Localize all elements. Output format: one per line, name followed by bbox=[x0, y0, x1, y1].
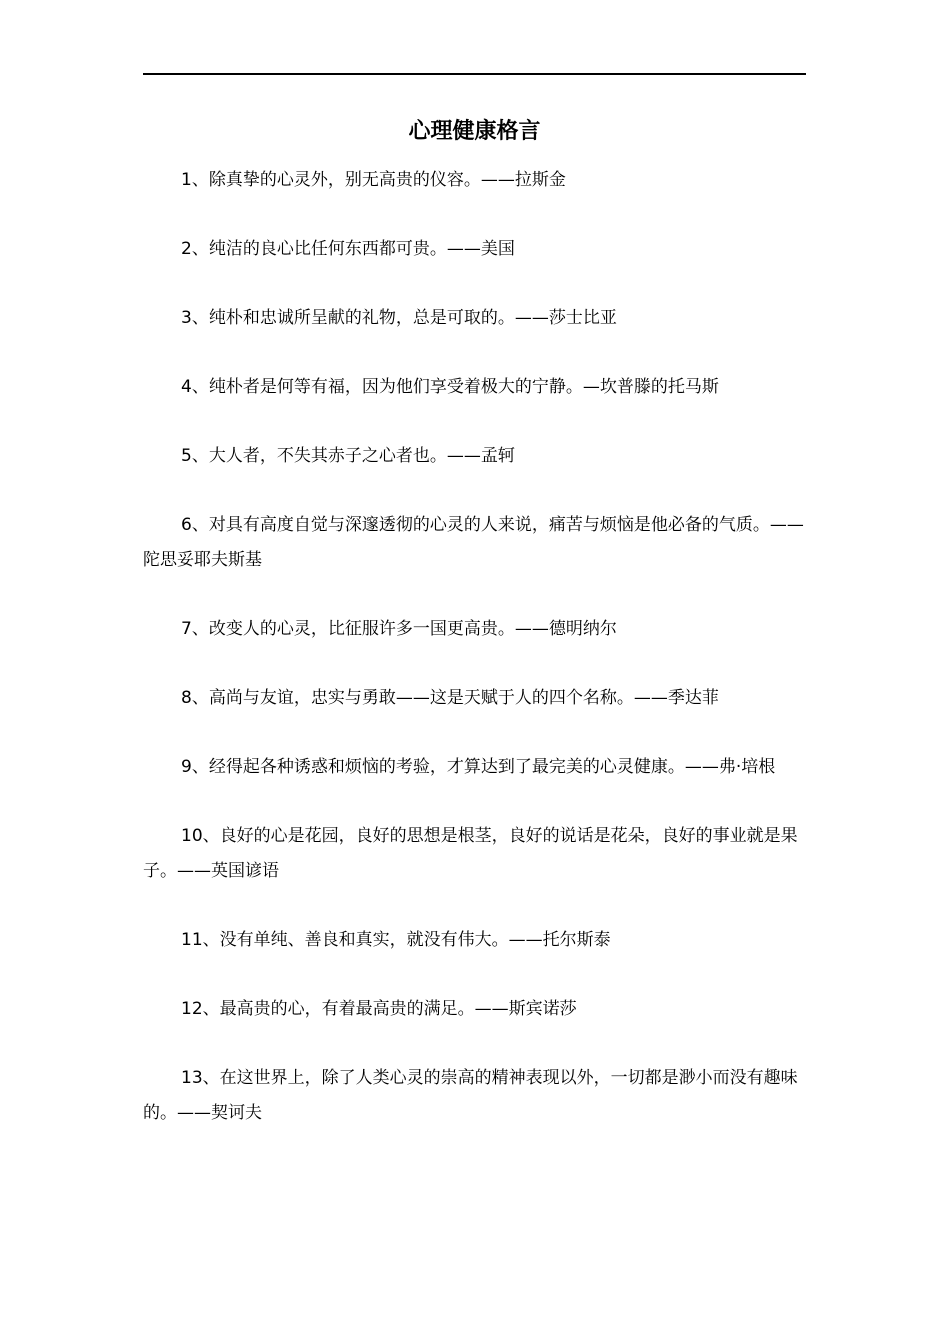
document-title: 心理健康格言 bbox=[408, 118, 541, 144]
quote-item: 3、纯朴和忠诚所呈献的礼物，总是可取的。——莎士比亚 bbox=[181, 308, 617, 328]
quote-list bbox=[143, 163, 806, 1165]
quote-item: 8、高尚与友谊，忠实与勇敢——这是天赋于人的四个名称。——季达菲 bbox=[181, 688, 719, 708]
quote-item: 5、大人者，不失其赤子之心者也。——孟轲 bbox=[181, 446, 515, 466]
quote-item: 13、在这世界上，除了人类心灵的崇高的精神表现以外，一切都是渺小而没有趣味的。——契诃夫 bbox=[143, 1068, 798, 1123]
top-rule bbox=[143, 73, 806, 75]
quote-item: 4、纯朴者是何等有福，因为他们享受着极大的宁静。—坎普滕的托马斯 bbox=[181, 377, 719, 397]
quote-item: 12、最高贵的心，有着最高贵的满足。——斯宾诺莎 bbox=[181, 999, 577, 1019]
quote-item: 6、对具有高度自觉与深邃透彻的心灵的人来说，痛苦与烦恼是他必备的气质。——陀思妥耶夫斯基 bbox=[143, 515, 804, 570]
quote-item: 9、经得起各种诱惑和烦恼的考验，才算达到了最完美的心灵健康。——弗·培根 bbox=[181, 757, 776, 777]
quote-item: 2、纯洁的良心比任何东西都可贵。——美国 bbox=[181, 239, 515, 259]
quote-item: 7、改变人的心灵，比征服许多一国更高贵。——德明纳尔 bbox=[181, 619, 617, 639]
quote-item: 1、除真挚的心灵外，别无高贵的仪容。——拉斯金 bbox=[181, 170, 566, 190]
quote-item: 10、良好的心是花园，良好的思想是根茎，良好的说话是花朵，良好的事业就是果子。——英国谚语 bbox=[143, 826, 798, 881]
quote-item: 11、没有单纯、善良和真实，就没有伟大。——托尔斯泰 bbox=[181, 930, 611, 950]
